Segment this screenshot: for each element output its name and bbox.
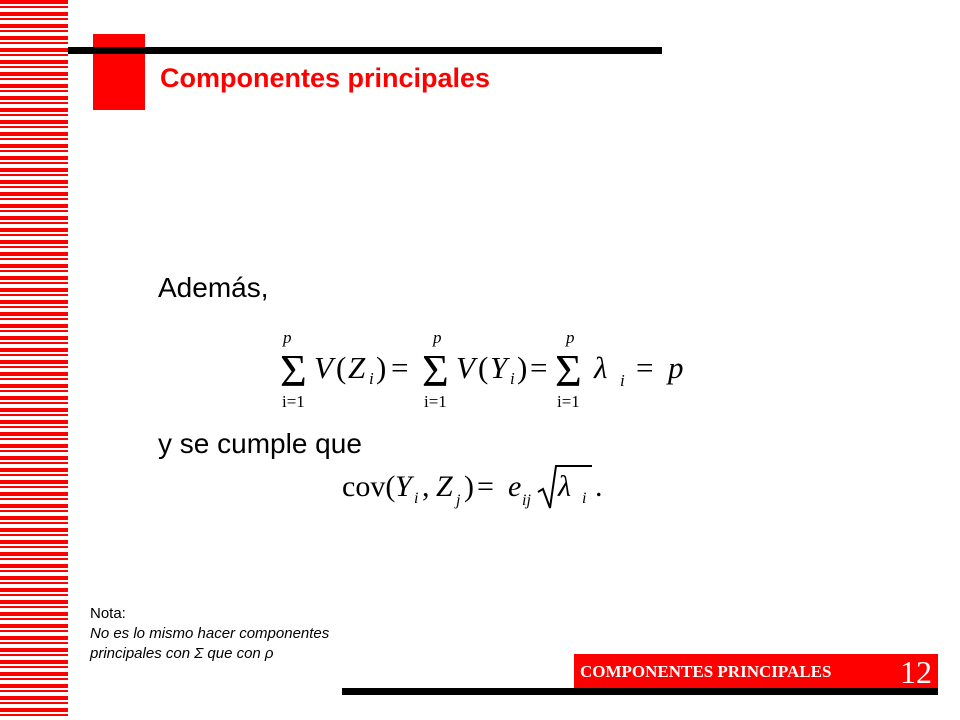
footer-rule: [342, 688, 938, 695]
cov-Y: Y: [395, 470, 412, 503]
sum2-symbol: Σ: [422, 345, 449, 396]
note-line-2: principales con Σ que con ρ: [90, 645, 274, 662]
footer-label: COMPONENTES PRINCIPALES: [580, 662, 832, 681]
term1-paren-open: (: [336, 350, 347, 385]
note-line-1: No es lo mismo hacer componentes: [90, 625, 330, 642]
cov-Z: Z: [436, 470, 453, 503]
cov-period: .: [595, 470, 603, 503]
cov-equals: =: [477, 470, 494, 503]
second-text: y se cumple que: [158, 428, 362, 459]
eq1-equals-1: =: [391, 350, 409, 385]
sum3-symbol: Σ: [555, 345, 582, 396]
sum1-lower: i=1: [282, 392, 305, 410]
cov-Z-sub: j: [456, 492, 461, 509]
term1-paren-close: ): [376, 350, 387, 385]
page-number: 12: [900, 654, 932, 690]
slide-title: Componentes principales: [160, 63, 491, 93]
cov-comma: ,: [422, 470, 430, 503]
term1-V: V: [314, 350, 333, 385]
cov-e-sub: ij: [522, 492, 531, 509]
cov-Y-sub: i: [414, 490, 419, 507]
cov-fn: cov(: [342, 470, 396, 503]
equation-covariance: [340, 458, 630, 521]
sum1-symbol: Σ: [280, 345, 307, 396]
eq1-equals-2: =: [530, 350, 548, 385]
term2-sub: i: [510, 369, 515, 388]
cov-e: e: [508, 470, 522, 503]
note-heading: Nota:: [90, 605, 126, 622]
sum1-upper: p: [283, 328, 292, 347]
term2-Y: Y: [490, 350, 508, 385]
term2-V: V: [456, 350, 475, 385]
sum2-upper: p: [433, 328, 442, 347]
term3-lambda: λ: [594, 350, 608, 385]
title-rule: [68, 47, 662, 54]
left-stripe-decoration: [0, 0, 68, 720]
cov-lambda: λ: [558, 470, 571, 503]
intro-text: Además,: [158, 272, 269, 303]
cov-lambda-sub: i: [582, 490, 587, 507]
sum3-upper: p: [566, 328, 575, 347]
term1-Z: Z: [348, 350, 366, 385]
equation-sum-variances: [270, 328, 700, 415]
term3-sub: i: [620, 371, 625, 390]
title-accent-block: [93, 34, 145, 110]
term2-paren-close: ): [517, 350, 528, 385]
sum2-lower: i=1: [424, 392, 447, 410]
cov-paren-close: ): [464, 470, 474, 503]
term2-paren-open: (: [478, 350, 489, 385]
term1-sub: i: [369, 369, 374, 388]
eq1-rhs: p: [668, 350, 684, 385]
eq1-equals-3: =: [636, 350, 654, 385]
note: [90, 604, 329, 664]
sum3-lower: i=1: [557, 392, 580, 410]
